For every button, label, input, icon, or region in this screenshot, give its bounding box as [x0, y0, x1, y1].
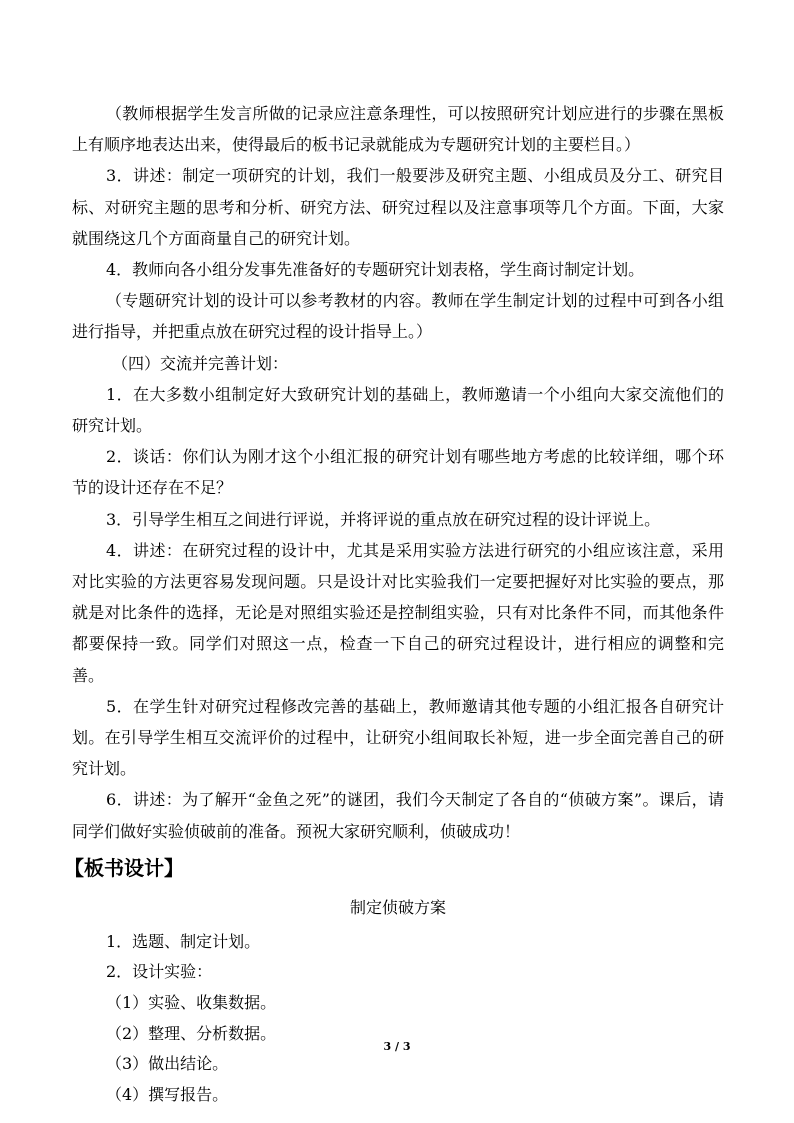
section-title-board-design: 【板书设计】: [64, 855, 184, 880]
document-body: [64, 98, 724, 1110]
paragraph-exchange-3: 3．引导学生相互之间进行评说，并将评说的重点放在研究过程的设计评说上。: [106, 509, 661, 529]
board-item: （1）实验、收集数据。: [106, 993, 277, 1013]
paragraph-note-blackboard: （教师根据学生发言所做的记录应注意条理性，可以按照研究计划应进行的步骤在黑板上有顺序地表达出来，使得最后的板书记录就能成为专题研究计划的主要栏目。）: [72, 104, 724, 155]
paragraph-exchange-2: 2．谈话：你们认为刚才这个小组汇报的研究计划有哪些地方考虑的比较详细，哪个环节的设计还存在不足？: [72, 447, 724, 498]
board-title: 制定侦破方案: [349, 897, 446, 917]
board-item: 1．选题、制定计划。: [106, 931, 261, 951]
paragraph-heading-exchange: （四）交流并完善计划：: [112, 353, 289, 373]
paragraph-exchange-4: 4．讲述：在研究过程的设计中，尤其是采用实验方法进行研究的小组应该注意，采用对比实验的方法更容易发现问题。只是设计对比实验我们一定要把握好对比实验的要点，那就是对比条件的选择，无论是对照组实验还是控制组实验，只有对比条件不同，而其他条件都要保持一致。同学们对照这一点，检查一下自己的研究过程设计，进行相应的调整和完善。: [72, 540, 724, 685]
page-number: 3 / 3: [383, 1040, 411, 1053]
paragraph-note-design: （专题研究计划的设计可以参考教材的内容。教师在学生制定计划的过程中可到各小组进行指导，并把重点放在研究过程的设计指导上。）: [72, 291, 724, 342]
paragraph-step-3-lecture: 3．讲述：制定一项研究的计划，我们一般要涉及研究主题、小组成员及分工、研究目标、对研究主题的思考和分析、研究方法、研究过程以及注意事项等几个方面。下面，大家就围绕这几个方面商量自己的研究计划。: [72, 166, 724, 248]
board-item: 2．设计实验：: [106, 962, 213, 982]
board-item: （3）做出结论。: [106, 1054, 229, 1074]
paragraph-step-4-distribute: 4．教师向各小组分发事先准备好的专题研究计划表格，学生商讨制定计划。: [106, 260, 645, 280]
paragraph-exchange-1: 1．在大多数小组制定好大致研究计划的基础上，教师邀请一个小组向大家交流他们的研究计划。: [72, 384, 724, 436]
paragraph-exchange-5: 5．在学生针对研究过程修改完善的基础上，教师邀请其他专题的小组汇报各自研究计划。在引导学生相互交流评价的过程中，让研究小组间取长补短，进一步全面完善自己的研究计划。: [72, 696, 724, 779]
board-item: （4）撰写报告。: [106, 1084, 229, 1104]
paragraph-exchange-6: 6．讲述：为了解开“金鱼之死”的谜团，我们今天制定了各自的“侦破方案”。课后，请同学们做好实验侦破前的准备。预祝大家研究顺利，侦破成功！: [72, 790, 724, 841]
board-item: （2）整理、分析数据。: [106, 1023, 277, 1043]
